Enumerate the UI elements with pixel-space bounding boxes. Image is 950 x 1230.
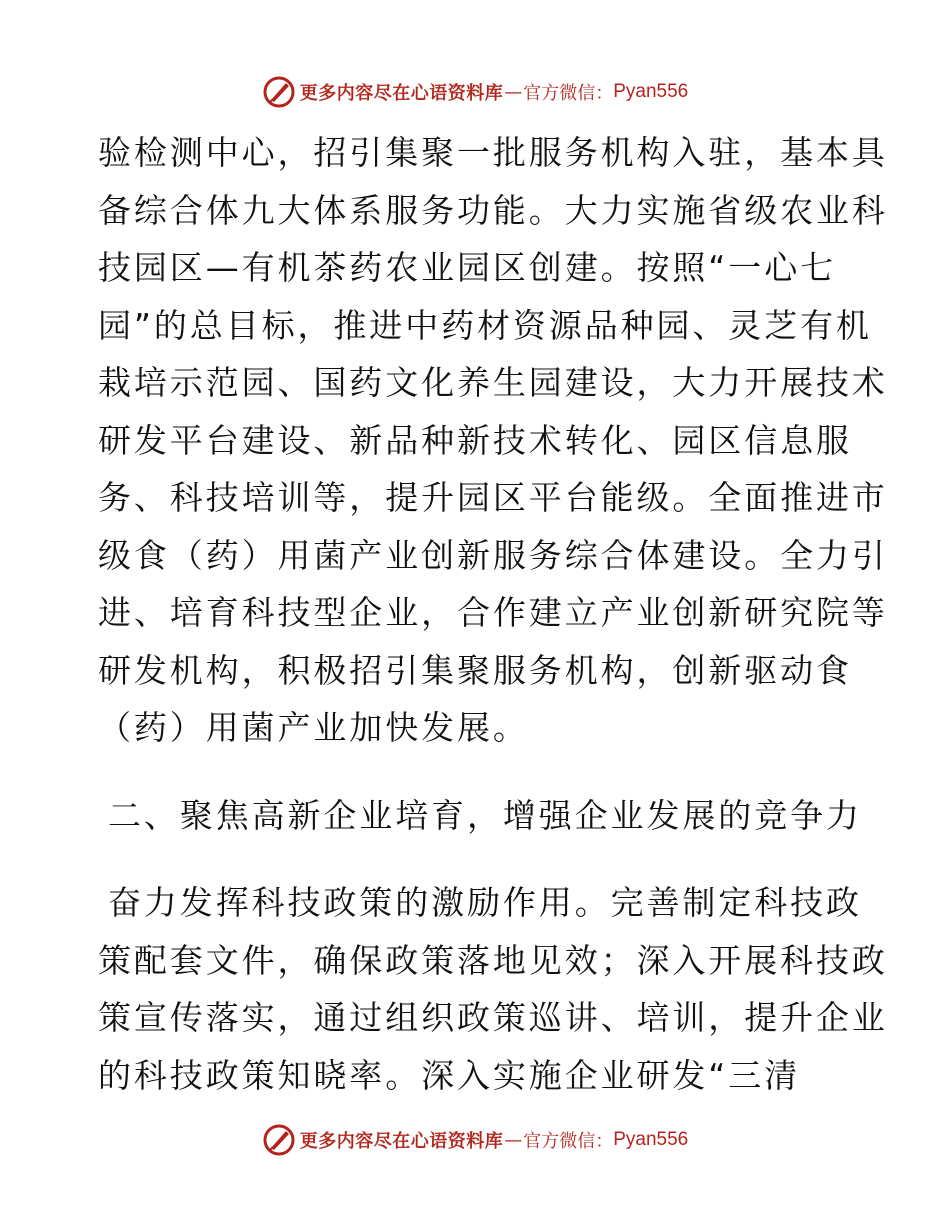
paragraph-2 bbox=[98, 874, 888, 1104]
watermark-account: Pyan556 bbox=[613, 81, 689, 102]
text-line: 奋力发挥科技政策的激励作用。完善制定科技政 bbox=[108, 883, 862, 922]
header-watermark bbox=[0, 72, 950, 112]
text-line: 园”的总目标，推进中药材资源品种园、灵芝有机 bbox=[98, 305, 872, 345]
text-line: 务、科技培训等，提升园区平台能级。全面推进市 bbox=[98, 478, 888, 517]
text-line: 研发平台建设、新品种新技术转化、园区信息服 bbox=[98, 420, 852, 460]
text-line: 进、培育科技型企业，合作建立产业创新研究院等 bbox=[98, 593, 888, 632]
watermark-wechat-label: 官方微信： bbox=[523, 83, 614, 104]
text-line: 策宣传落实，通过组织政策巡讲、培训，提升企业 bbox=[98, 998, 888, 1037]
watermark-slogan: 更多内容尽在心语资料库 bbox=[299, 83, 504, 104]
text-line: 栽培示范园、国药文化养生园建设，大力开展技术 bbox=[98, 363, 888, 402]
watermark-wechat-label: 官方微信： bbox=[523, 1131, 614, 1152]
watermark-slogan: 更多内容尽在心语资料库 bbox=[299, 1131, 504, 1152]
section-gap bbox=[98, 844, 858, 874]
text-line: 备综合体九大体系服务功能。大力实施省级农业科 bbox=[98, 190, 888, 230]
text-line: 策配套文件，确保政策落地见效；深入开展科技政 bbox=[98, 940, 888, 980]
text-line: 级食（药）用菌产业创新服务综合体建设。全力引 bbox=[98, 535, 888, 575]
section-gap bbox=[98, 757, 858, 787]
document-body bbox=[98, 124, 888, 1104]
text-line: 的科技政策知晓率。深入实施企业研发“三清 bbox=[98, 1055, 801, 1095]
feather-pen-icon bbox=[262, 1123, 296, 1157]
text-line: （药）用菌产业加快发展。 bbox=[98, 708, 529, 747]
paragraph-1 bbox=[98, 124, 888, 757]
footer-watermark bbox=[0, 1120, 950, 1160]
watermark-account: Pyan556 bbox=[613, 1129, 689, 1150]
feather-pen-icon bbox=[262, 75, 296, 109]
text-line: 研发机构，积极招引集聚服务机构，创新驱动食 bbox=[98, 650, 852, 690]
watermark-separator: — bbox=[504, 81, 523, 103]
watermark-separator: — bbox=[504, 1129, 523, 1151]
text-line: 技园区—有机茶药农业园区创建。按照“一心七 bbox=[98, 248, 836, 287]
text-line: 验检测中心，招引集聚一批服务机构入驻，基本具 bbox=[98, 133, 888, 172]
section-heading: 二、聚焦高新企业培育，增强企业发展的竞争力 bbox=[108, 795, 862, 835]
